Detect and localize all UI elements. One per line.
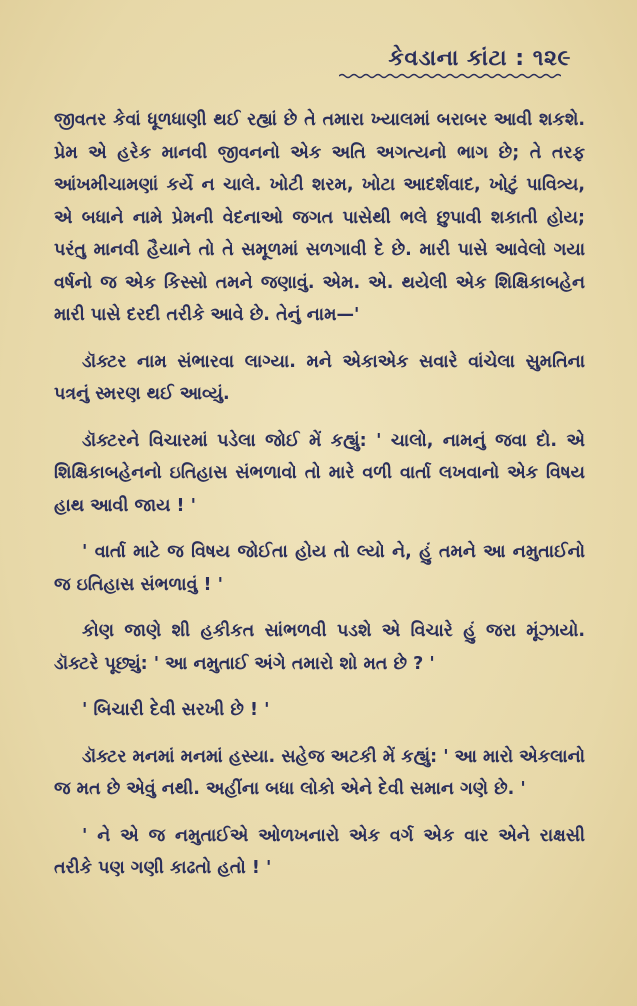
paragraph: ' વાર્તા માટે જ વિષય જોઈતા હોય તો લ્યો ને, હું તમને આ નમુતાઈનો જ ઇતિહાસ સંભળાવું ! ' bbox=[54, 542, 585, 595]
paragraph: ડૉક્ટર મનમાં મનમાં હસ્યા. સહેજ અટકી મેં કહ્યું: ' આ મારો એકલાનો જ મત છે એવું નથી. અહીંના બધા લોકો એને દેવી સમાન ગણે છે. ' bbox=[54, 746, 585, 799]
paragraph: ડૉક્ટર નામ સંભારવા લાગ્યા. મને એકાએક સવારે વાંચેલા સુમતિના પત્રનું સ્મરણ થઈ આવ્યું. bbox=[54, 351, 585, 404]
paragraph: ' બિચારી દેવી સરખી છે ! ' bbox=[82, 700, 270, 720]
running-header bbox=[54, 46, 585, 86]
paragraph: ડૉક્ટરને વિચારમાં પડેલા જોઈ મેં કહ્યું: ' ચાલો, નામનું જવા દો. એ શિક્ષિકાબહેનનો ઇતિહાસ સંભળાવો તો મારે વળી વાર્તા લખવાનો એક વિષય હાથ આવી જાય ! ' bbox=[54, 430, 585, 516]
paragraph: કોણ જાણે શી હકીકત સાંભળવી પડશે એ વિચારે હું જરા મૂંઝાયો. ડૉક્ટરે પૂછ્યું: ' આ નમુતાઈ અંગે તમારો શો મત છે ? ' bbox=[54, 621, 585, 674]
running-header-title: કેવડાના કાંટા : ૧૨૯ bbox=[388, 46, 571, 71]
paragraph: જીવતર કેવાં ધૂળધાણી થઈ રહ્યાં છે તે તમારા ખ્યાલમાં બરાબર આવી શકશે. પ્રેમ એ હરેક માનવી જીવનનો એક અતિ અગત્યનો ભાગ છે; તે તરફ આંખમીચામણાં કર્યે ન ચાલે. ખોટી શરમ, ખોટા આદર્શવાદ, ખોટું પાવિત્ર્ય, એ બધાને નામે પ્રેમની વેદનાઓ જગત પાસેથી ભલે છુપાવી શકાતી હોય; પરંતુ માનવી હૈયાને તો તે સમૂળમાં સળગાવી દે છે. મારી પાસે આવેલો ગયા વર્ષનો જ એક કિસ્સો તમને જણાવું. એમ. એ. થયેલી એક શિક્ષિકાબહેન મારી પાસે દરદી તરીકે આવે છે. તેનું નામ—' bbox=[54, 110, 585, 325]
paragraph: ' ને એ જ નમુતાઈએ ઓળખનારો એક વર્ગ એક વાર એને રાક્ષસી તરીકે પણ ગણી કાઢતો હતો ! ' bbox=[54, 825, 585, 878]
header-wavy-rule bbox=[339, 73, 561, 79]
page-body bbox=[54, 104, 585, 885]
